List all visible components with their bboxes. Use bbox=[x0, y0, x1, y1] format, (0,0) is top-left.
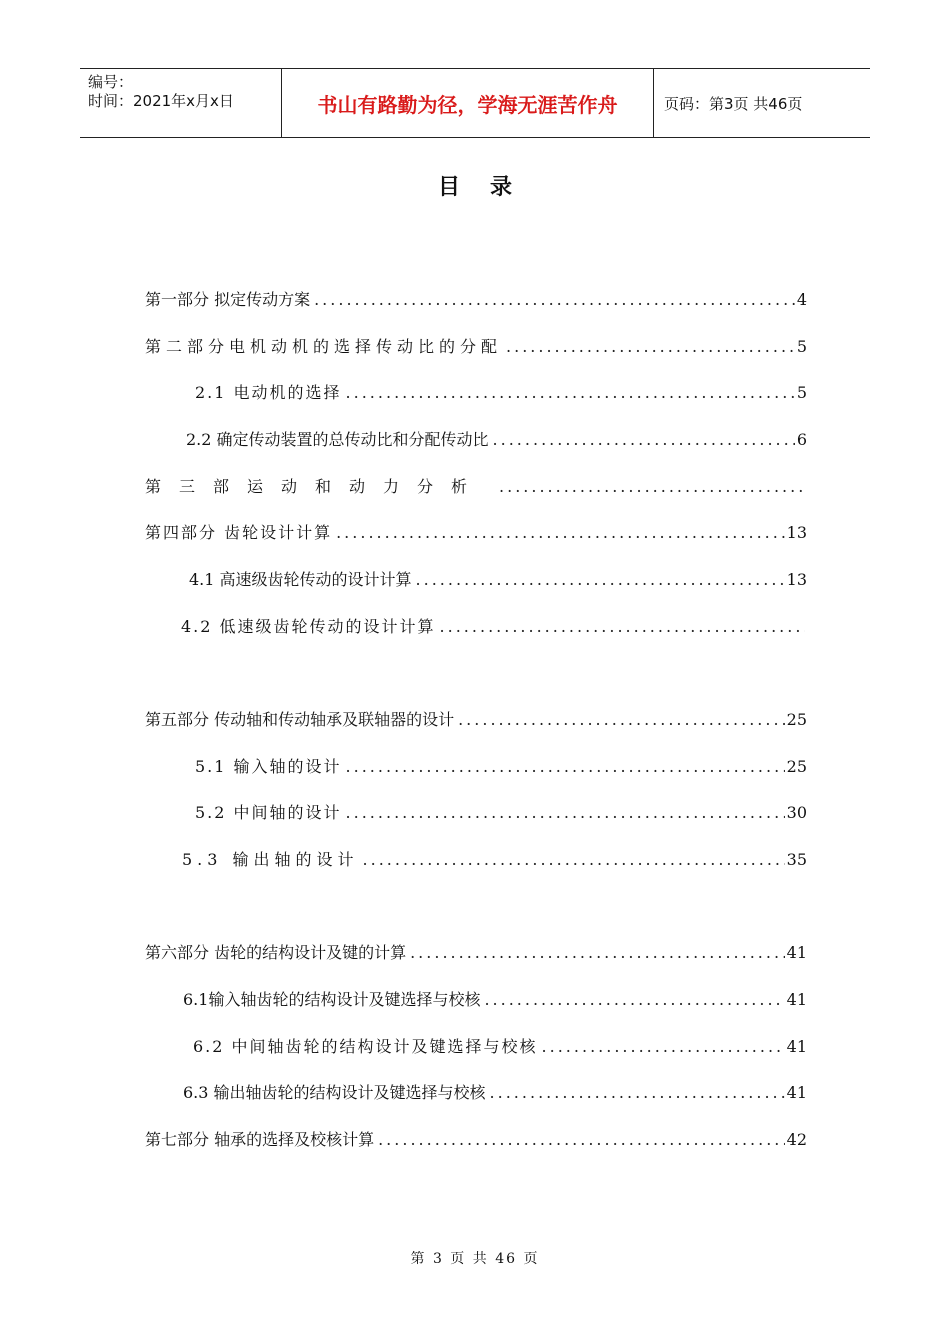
toc-entry-label: 2.1 电动机的选择 bbox=[195, 383, 342, 402]
toc-entry-page: 25 bbox=[786, 710, 807, 729]
toc-entry[interactable] bbox=[183, 987, 807, 1009]
toc-leader-dots bbox=[378, 1130, 785, 1149]
toc-entry-label: 第二部分电机动机的选择传动比的分配 bbox=[145, 337, 503, 356]
toc-entry[interactable] bbox=[182, 847, 807, 869]
toc-entry-page: 4 bbox=[796, 290, 807, 309]
toc-entry-page: 5 bbox=[796, 383, 807, 402]
toc-entry-page: 13 bbox=[786, 523, 807, 542]
toc-leader-dots bbox=[410, 943, 785, 962]
toc-entry-label: 第一部分 拟定传动方案 bbox=[145, 290, 311, 309]
toc-entry-page: 42 bbox=[786, 1130, 807, 1149]
toc-entry[interactable] bbox=[145, 334, 807, 356]
toc-entry-page: 5 bbox=[796, 337, 807, 356]
toc-entry-label: 4.2 低速级齿轮传动的设计计算 bbox=[181, 617, 436, 636]
toc-entry[interactable] bbox=[195, 380, 807, 402]
toc-entry[interactable] bbox=[145, 474, 807, 496]
header-page-info: 页码：第3页 共46页 bbox=[664, 94, 803, 113]
toc-leader-dots bbox=[499, 477, 805, 496]
toc-leader-dots bbox=[346, 803, 785, 822]
toc-entry-page: 41 bbox=[786, 990, 807, 1009]
toc-entry[interactable] bbox=[181, 614, 807, 636]
toc-entry-page: 25 bbox=[786, 757, 807, 776]
serial-label: 编号： bbox=[88, 73, 134, 91]
toc-entry-page: 6 bbox=[796, 430, 807, 449]
toc-entry-label: 2.2 确定传动装置的总传动比和分配传动比 bbox=[186, 430, 489, 449]
toc-leader-dots bbox=[363, 850, 785, 869]
toc-entry[interactable] bbox=[145, 940, 807, 962]
toc-entry-page: 35 bbox=[786, 850, 807, 869]
toc-leader-dots bbox=[506, 337, 795, 356]
toc-leader-dots bbox=[416, 570, 785, 589]
toc-entry-page: 41 bbox=[786, 1037, 807, 1056]
toc-leader-dots bbox=[484, 990, 784, 1009]
toc-entry-label: 第四部分 齿轮设计计算 bbox=[145, 523, 333, 542]
toc-entry[interactable] bbox=[145, 520, 807, 542]
toc-leader-dots bbox=[346, 757, 785, 776]
header-motto: 书山有路勤为径，学海无涯苦作舟 bbox=[282, 69, 654, 137]
toc-entry-label: 4.1 高速级齿轮传动的设计计算 bbox=[189, 570, 412, 589]
toc-entry-label: 6.3 输出轴齿轮的结构设计及键选择与校核 bbox=[183, 1083, 486, 1102]
page-title: 目录 bbox=[437, 175, 542, 200]
toc-entry-label: 5.3 输出轴的设计 bbox=[182, 850, 359, 869]
toc-entry[interactable] bbox=[186, 427, 807, 449]
toc-entry-label: 6.1输入轴齿轮的结构设计及键选择与校核 bbox=[183, 990, 481, 1009]
page-footer: 第 3 页 共 46 页 bbox=[410, 1251, 540, 1267]
toc-leader-dots bbox=[458, 710, 785, 729]
toc-entry-label: 6.2 中间轴齿轮的结构设计及键选择与校核 bbox=[193, 1037, 538, 1056]
toc-entry[interactable] bbox=[145, 1127, 807, 1149]
toc-entry-label: 第五部分 传动轴和传动轴承及联轴器的设计 bbox=[145, 710, 455, 729]
header-left-cell bbox=[80, 69, 282, 137]
toc-entry[interactable] bbox=[193, 1034, 807, 1056]
page-header bbox=[80, 68, 870, 138]
toc-leader-dots bbox=[440, 617, 805, 636]
time-label: 时间：2021年x月x日 bbox=[88, 92, 234, 110]
toc-entry[interactable] bbox=[195, 800, 807, 822]
toc-leader-dots bbox=[493, 430, 795, 449]
toc-entry[interactable] bbox=[145, 707, 807, 729]
toc-entry-page: 13 bbox=[786, 570, 807, 589]
toc-entry[interactable] bbox=[183, 1080, 807, 1102]
toc-entry-label: 第六部分 齿轮的结构设计及键的计算 bbox=[145, 943, 407, 962]
toc-leader-dots bbox=[542, 1037, 785, 1056]
toc-entry[interactable] bbox=[145, 287, 807, 309]
toc-leader-dots bbox=[346, 383, 795, 402]
toc-leader-dots bbox=[490, 1083, 785, 1102]
toc-entry[interactable] bbox=[189, 567, 807, 589]
toc-entry-label: 5.2 中间轴的设计 bbox=[195, 803, 342, 822]
toc-leader-dots bbox=[314, 290, 795, 309]
toc-entry-label: 5.1 输入轴的设计 bbox=[195, 757, 342, 776]
toc-entry-label: 第七部分 轴承的选择及校核计算 bbox=[145, 1130, 375, 1149]
toc-entry-page: 41 bbox=[786, 1083, 807, 1102]
toc-entry-label: 第三部运动和动力分析 bbox=[145, 477, 486, 496]
toc-entry-page: 41 bbox=[786, 943, 807, 962]
toc-entry-page: 30 bbox=[786, 803, 807, 822]
toc-leader-dots bbox=[336, 523, 785, 542]
toc-entry[interactable] bbox=[195, 754, 807, 776]
